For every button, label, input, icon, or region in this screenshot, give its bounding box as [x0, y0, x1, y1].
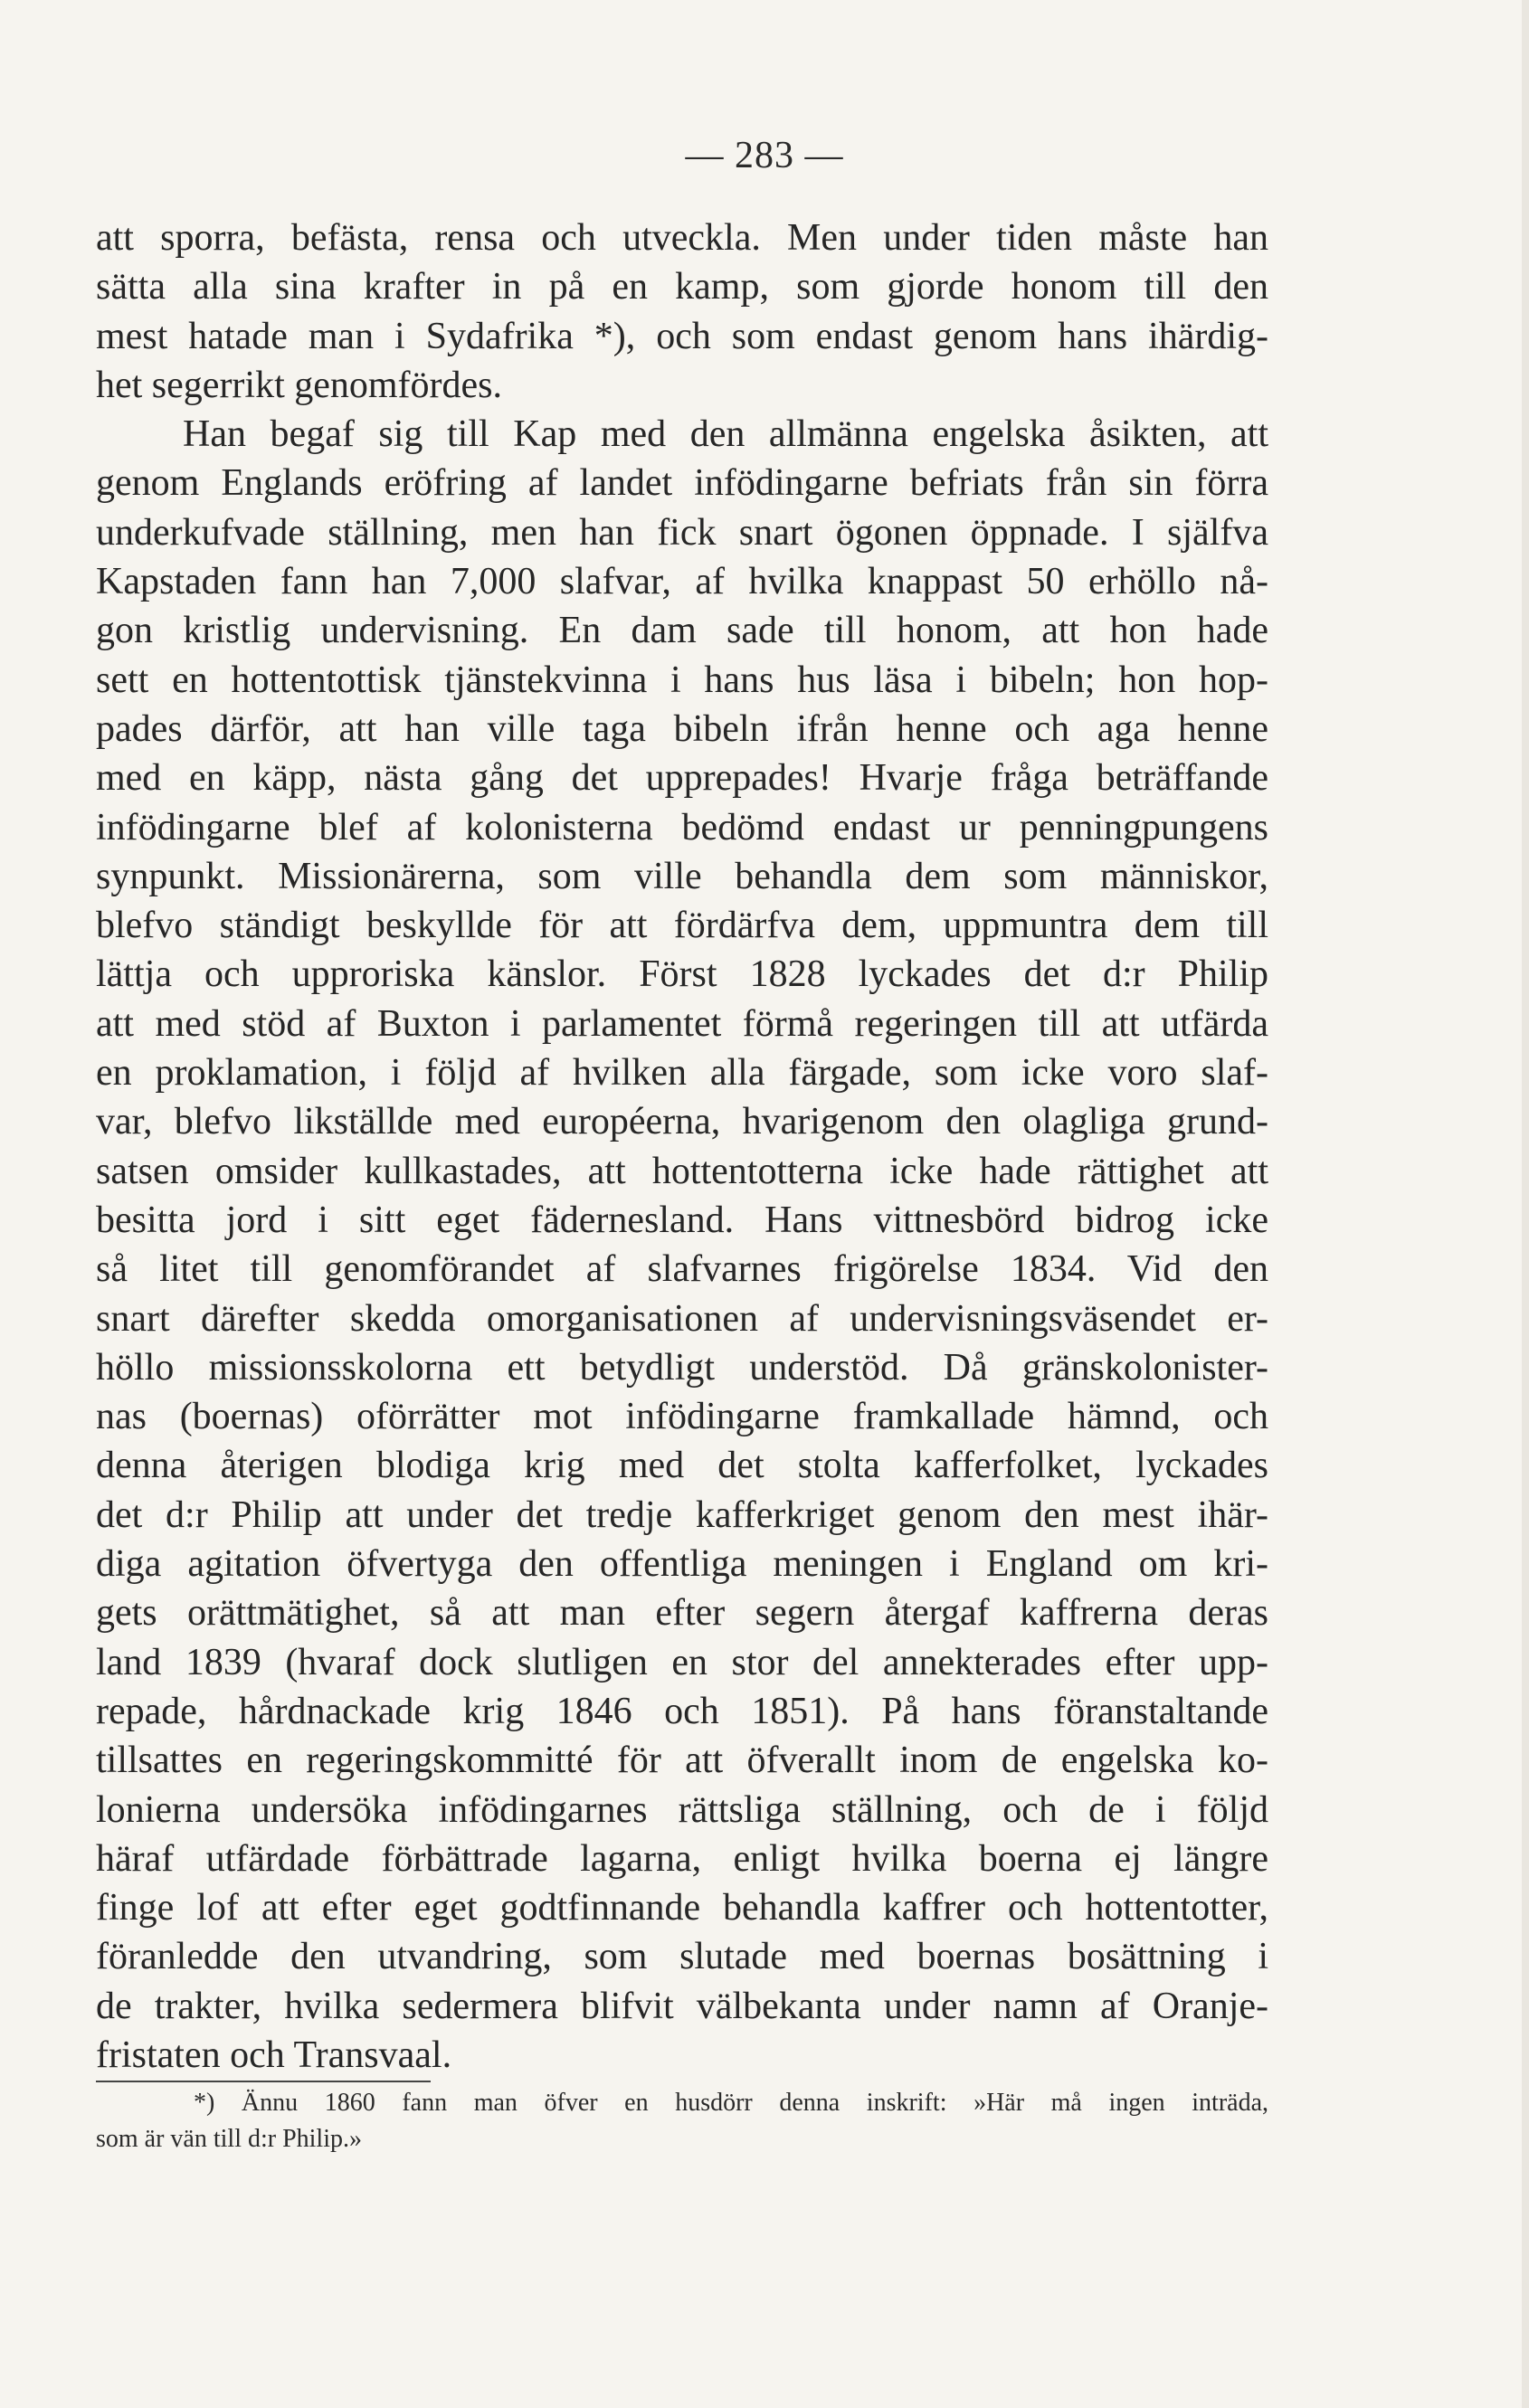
text-line: fristaten och Transvaal. — [96, 2034, 452, 2076]
text-line: mest hatade man i Sydafrika *), och som endast genom hans ihärdig- — [96, 315, 1268, 357]
text-line: infödingarne blef af kolonisterna bedömd endast ur penningpungens — [96, 806, 1268, 848]
text-line: gets orättmätighet, så att man efter segern återgaf kaffrerna deras — [96, 1592, 1268, 1635]
text-line: repade, hårdnackade krig 1846 och 1851). På hans föranstaltande — [96, 1690, 1268, 1732]
text-line: höllo missionsskolorna ett betydligt understöd. Då gränskolonister- — [96, 1346, 1268, 1389]
text-line: Kapstaden fann han 7,000 slafvar, af hvilka knappast 50 erhöllo nå- — [96, 561, 1268, 603]
text-line: lättja och upproriska känslor. Först 1828 lyckades det d:r Philip — [96, 953, 1268, 996]
text-line: lonierna undersöka infödingarnes rättsliga ställning, och de i följd — [96, 1788, 1268, 1831]
text-line: finge lof att efter eget godtfinnande behandla kaffrer och hottentotter, — [96, 1887, 1268, 1929]
body-text — [96, 213, 1268, 2080]
text-line: synpunkt. Missionärerna, som ville behandla dem som människor, — [96, 855, 1268, 897]
text-line: gon kristlig undervisning. En dam sade till honom, att hon hade — [96, 610, 1268, 652]
text-line: med en käpp, nästa gång det upprepades! Hvarje fråga beträffande — [96, 757, 1268, 800]
footnote — [96, 2085, 1268, 2157]
text-line: tillsattes en regeringskommitté för att öfverallt inom de engelska ko- — [96, 1740, 1268, 1782]
text-line: var, blefvo likställde med européerna, hvarigenom den olagliga grund- — [96, 1101, 1268, 1143]
footnote-line: som är vän till d:r Philip.» — [96, 2125, 362, 2153]
text-line: så litet till genomförandet af slafvarnes frigörelse 1834. Vid den — [96, 1248, 1268, 1291]
text-line: besitta jord i sitt eget fädernesland. Hans vittnesbörd bidrog icke — [96, 1199, 1268, 1241]
footnote-divider — [96, 2081, 431, 2082]
text-line: Han begaf sig till Kap med den allmänna engelska åsikten, att — [183, 413, 1268, 456]
text-line: nas (boernas) oförrätter mot infödingarne framkallade hämnd, och — [96, 1396, 1268, 1438]
text-line: häraf utfärdade förbättrade lagarna, enligt hvilka boerna ej längre — [96, 1837, 1268, 1880]
text-line: diga agitation öfvertyga den offentliga meningen i England om kri- — [96, 1543, 1268, 1586]
text-line: underkufvade ställning, men han fick snart ögonen öppnade. I själfva — [96, 511, 1268, 554]
text-line: genom Englands eröfring af landet infödingarne befriats från sin förra — [96, 462, 1268, 505]
text-line: satsen omsider kullkastades, att hottentotterna icke hade rättighet att — [96, 1150, 1268, 1192]
text-line: föranledde den utvandring, som slutade med boernas bosättning i — [96, 1936, 1268, 1978]
text-line: att sporra, befästa, rensa och utveckla. Men under tiden måste han — [96, 217, 1268, 259]
text-line: denna återigen blodiga krig med det stolta kafferfolket, lyckades — [96, 1445, 1268, 1487]
page-number: — 283 — — [685, 135, 844, 176]
text-line: det d:r Philip att under det tredje kafferkriget genom den mest ihär- — [96, 1493, 1268, 1536]
text-line: land 1839 (hvaraf dock slutligen en stor del annekterades efter upp- — [96, 1641, 1268, 1683]
text-line: sett en hottentottisk tjänstekvinna i hans hus läsa i bibeln; hon hop- — [96, 659, 1268, 701]
footnote-line: *) Ännu 1860 fann man öfver en husdörr denna inskrift: »Här må ingen inträda, — [194, 2089, 1268, 2117]
text-line: att med stöd af Buxton i parlamentet förmå regeringen till att utfärda — [96, 1002, 1268, 1045]
text-line: sätta alla sina krafter in på en kamp, som gjorde honom till den — [96, 266, 1268, 308]
text-line: snart därefter skedda omorganisationen af undervisningsväsendet er- — [96, 1297, 1268, 1340]
text-line: het segerrikt genomfördes. — [96, 364, 503, 406]
text-line: pades därför, att han ville taga bibeln ifrån henne och aga henne — [96, 707, 1268, 750]
text-line: de trakter, hvilka sedermera blifvit välbekanta under namn af Oranje- — [96, 1985, 1268, 2027]
text-line: en proklamation, i följd af hvilken alla färgade, som icke voro slaf- — [96, 1052, 1268, 1095]
text-line: blefvo ständigt beskyllde för att fördärfva dem, uppmuntra dem till — [96, 905, 1268, 947]
page-edge — [1522, 0, 1529, 2408]
